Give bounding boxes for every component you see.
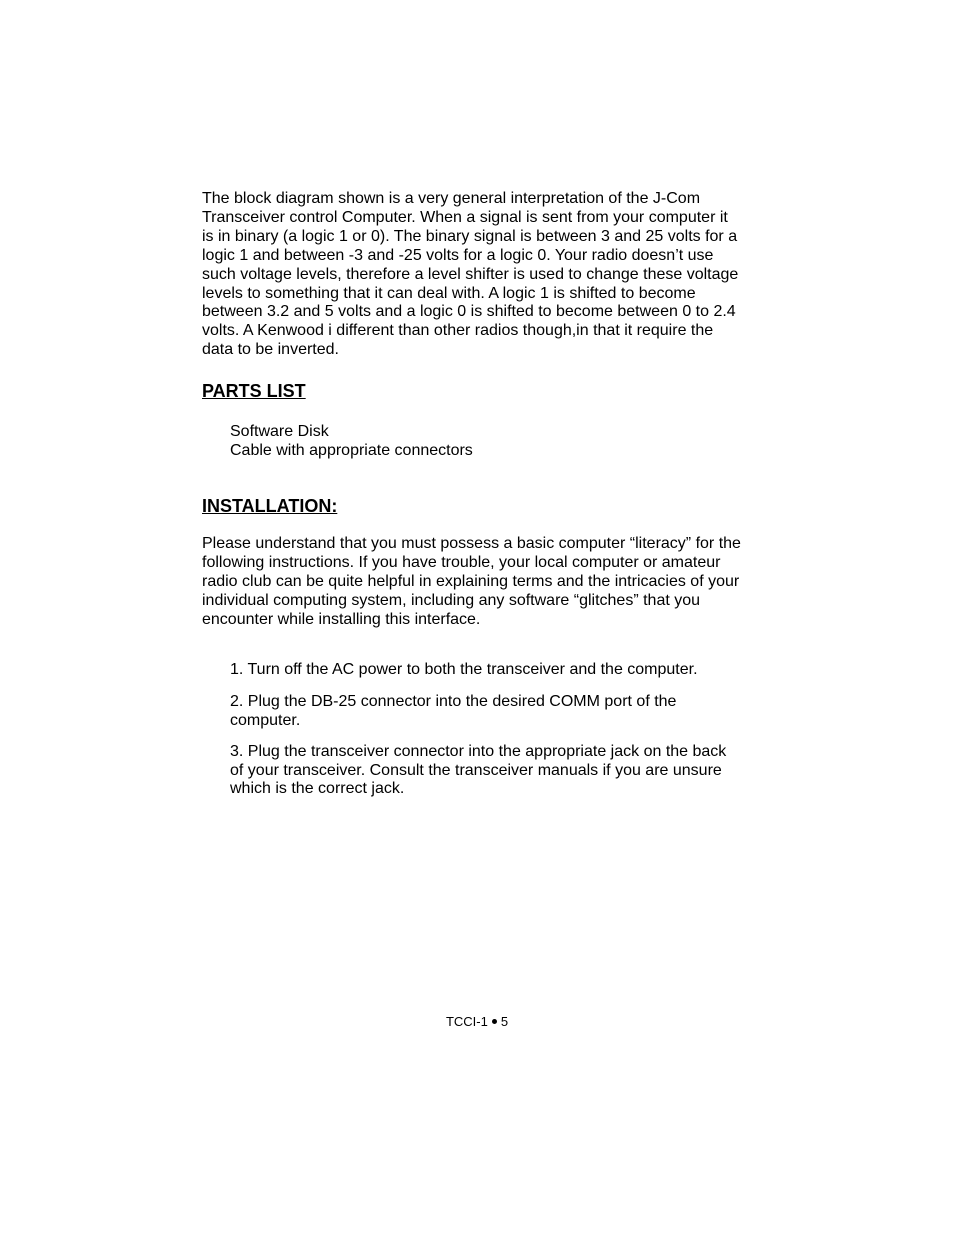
installation-intro-line: encounter while installing this interface. <box>202 610 481 628</box>
installation-intro-line: individual computing system, including any software “glitches” that you <box>202 591 701 609</box>
intro-line: logic 1 and between -3 and -25 volts for a logic 0. Your radio doesn’t use <box>202 246 714 264</box>
installation-step-2 <box>230 693 760 730</box>
intro-line: such voltage levels, therefore a level shifter is used to change these voltage <box>202 265 739 283</box>
intro-line: volts. A Kenwood i different than other radios though,in that it require the <box>202 322 714 340</box>
step-line: which is the correct jack. <box>230 780 405 798</box>
step-line: 2. Plug the DB-25 connector into the desired COMM port of the <box>230 693 677 710</box>
step-line: 3. Plug the transceiver connector into the appropriate jack on the back <box>230 743 727 760</box>
parts-list-item: Software Disk <box>230 423 329 440</box>
installation-intro-line: Please understand that you must possess a basic computer “literacy” for the <box>202 535 741 552</box>
parts-list-heading: PARTS LIST <box>202 381 306 401</box>
step-line: of your transceiver. Consult the transceiver manuals if you are unsure <box>230 761 722 779</box>
footer-doc-code: TCCI-1 <box>445 1014 488 1029</box>
installation-intro-paragraph <box>202 535 762 630</box>
step-line: computer. <box>230 711 301 729</box>
intro-line: Transceiver control Computer. When a signal is sent from your computer it <box>202 208 728 226</box>
bullet-icon <box>492 1019 497 1024</box>
intro-line: The block diagram shown is a very general interpretation of the J-Com <box>202 190 701 207</box>
intro-line: between 3.2 and 5 volts and a logic 0 is shifted to become between 0 to 2.4 <box>202 303 736 321</box>
page-footer <box>0 1014 954 1030</box>
intro-paragraph <box>202 190 762 360</box>
footer-page-number: 5 <box>500 1014 509 1029</box>
parts-list <box>230 422 473 460</box>
installation-heading: INSTALLATION: <box>202 496 338 516</box>
step-line: 1. Turn off the AC power to both the transceiver and the computer. <box>230 661 698 678</box>
intro-line: levels to something that it can deal with. A logic 1 is shifted to become <box>202 284 696 302</box>
installation-step-3 <box>230 743 760 799</box>
installation-step-1 <box>230 661 760 680</box>
intro-line: data to be inverted. <box>202 341 339 359</box>
intro-line: is in binary (a logic 1 or 0). The binary signal is between 3 and 25 volts for a <box>202 227 738 245</box>
installation-intro-line: following instructions. If you have trouble, your local computer or amateur <box>202 553 721 571</box>
installation-intro-line: radio club can be quite helpful in explaining terms and the intricacies of your <box>202 572 740 590</box>
parts-list-item: Cable with appropriate connectors <box>230 442 473 459</box>
